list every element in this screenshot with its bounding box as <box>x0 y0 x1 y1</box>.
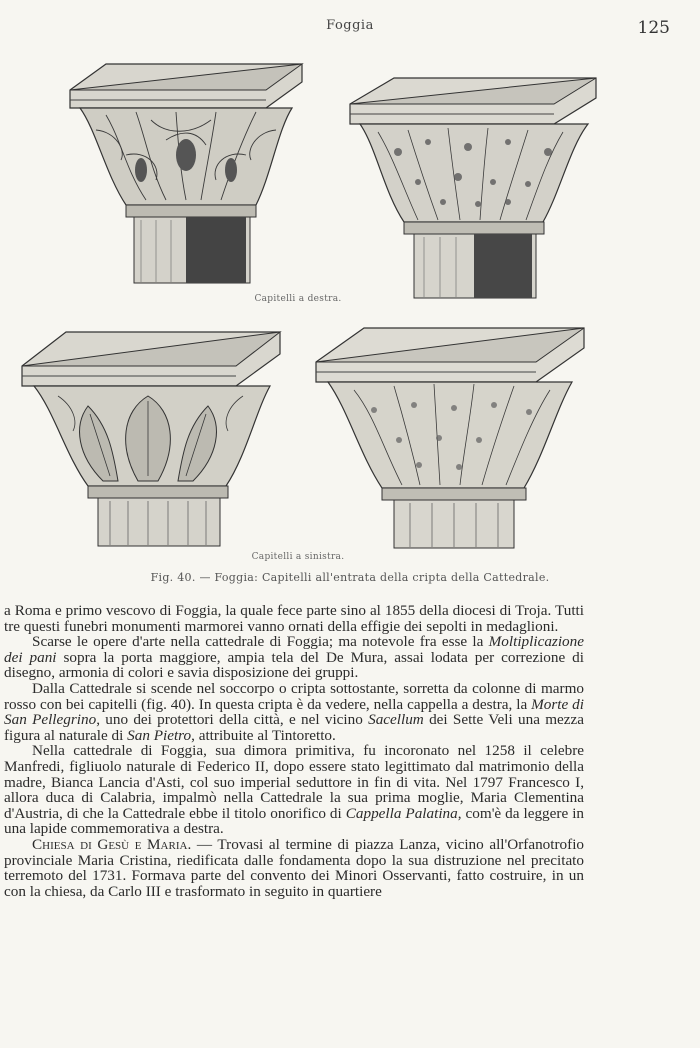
paragraph-4: Nella cattedrale di Foggia, sua dimora primitiva, fu incoronato nel 1258 il celebre Manfredi, figliuolo naturale di Federico II, dopo essere stato legittimato dal matrimonio della madre, Bianca Lancia d'Asti, col suo imperial seduttore in fin di vita. Nel 1797 Francesco I, allora duca di Calabria, impalmò nella Cattedrale la sua prima moglie, Maria Clementina d'Austria, di che la Cattedrale ebbe il titolo onorifico di Cappella Palatina, com'è da leggere in una lapide commemorativa a destra. <box>4 742 585 838</box>
paragraph-1: a Roma e primo vescovo di Foggia, la quale fece parte sino al 1855 della diocesi di Troja. Tutti tre questi funebri monumenti marmorei vanno ornati della effigie dei sepolti in medaglioni. <box>4 602 584 635</box>
running-title: Foggia <box>326 18 374 33</box>
body-text <box>4 603 584 899</box>
capital-illustration-top-right <box>348 72 598 302</box>
capital-illustration-bottom-left <box>18 326 283 548</box>
caption-right-capitals: Capitelli a destra. <box>254 294 342 304</box>
section-heading: Chiesa di Gesù e Maria <box>32 835 188 853</box>
paragraph-2: Scarse le opere d'arte nella cattedrale di Foggia; ma notevole fra esse la Moltiplicazione dei pani sopra la porta maggiore, ampia tela del De Mura, assai lodata per correzione di disegno, armonia di colori e savia disposizione dei gruppi. <box>4 633 584 682</box>
page-header <box>0 12 700 42</box>
paragraph-3: Dalla Cattedrale si scende nel soccorpo o cripta sottostante, sorretta da colonne di marmo rosso con bei capitelli (fig. 40). In questa cripta è da vedere, nella cappella a destra, la Morte di San Pellegrino, uno dei protettori della città, e nel vicino Sacellum dei Sette Veli una mezza figura al naturale di San Pietro, attribuite al Tintoretto. <box>4 679 585 744</box>
page-number: 125 <box>637 18 670 38</box>
capital-illustration-bottom-right <box>314 320 586 550</box>
capital-illustration-top-left <box>66 60 306 285</box>
caption-left-capitals: Capitelli a sinistra. <box>251 552 345 562</box>
figure-caption: Fig. 40. — Foggia: Capitelli all'entrata della cripta della Cattedrale. <box>150 571 550 584</box>
figure-capitals <box>18 58 598 593</box>
paragraph-5: Chiesa di Gesù e Maria. — Trovasi al termine di piazza Lanza, vicino all'Orfanotrofio provinciale Maria Cristina, riedificata dalle fondamenta dopo la sua distruzione nel precitato terremoto del 1731. Formava parte del convento dei Minori Osservanti, fatto costruire, in un con la chiesa, da Carlo III e trasformato in seguito in quartiere <box>4 835 585 900</box>
